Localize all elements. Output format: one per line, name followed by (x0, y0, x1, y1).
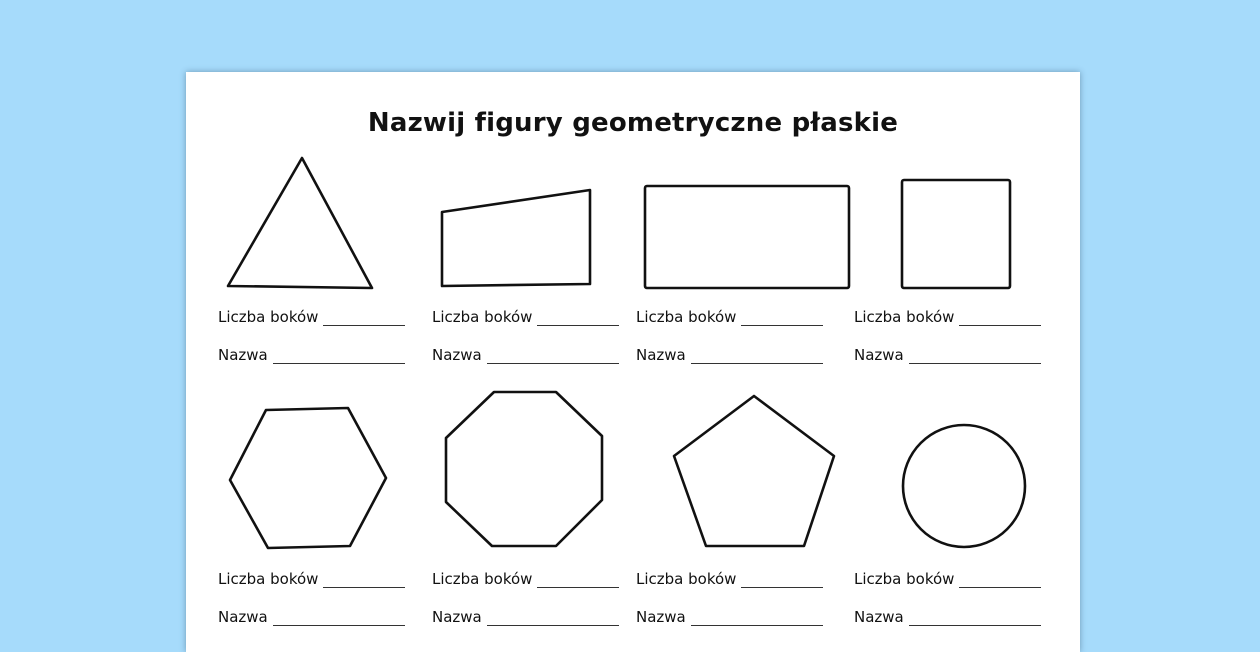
sides-field[interactable] (218, 308, 405, 326)
name-answer-line[interactable] (691, 349, 823, 364)
hexagon-icon (226, 404, 390, 550)
name-label: Nazwa (432, 608, 482, 626)
name-label: Nazwa (218, 608, 268, 626)
sides-field[interactable] (636, 570, 823, 588)
name-answer-line[interactable] (909, 349, 1041, 364)
sides-field[interactable] (218, 570, 405, 588)
worksheet-title: Nazwij figury geometryczne płaskie (367, 108, 899, 138)
sides-label: Liczba boków (854, 570, 955, 588)
name-field[interactable] (854, 608, 1041, 626)
name-field[interactable] (854, 346, 1041, 364)
name-answer-line[interactable] (273, 349, 405, 364)
sides-answer-line[interactable] (537, 311, 619, 326)
name-answer-line[interactable] (909, 611, 1041, 626)
name-label: Nazwa (854, 346, 904, 364)
sides-label: Liczba boków (218, 570, 319, 588)
sides-label: Liczba boków (636, 570, 737, 588)
sides-answer-line[interactable] (323, 311, 405, 326)
sides-answer-line[interactable] (959, 573, 1041, 588)
name-label: Nazwa (432, 346, 482, 364)
name-label: Nazwa (854, 608, 904, 626)
name-field[interactable] (636, 346, 823, 364)
sides-label: Liczba boków (854, 308, 955, 326)
name-label: Nazwa (636, 346, 686, 364)
sides-label: Liczba boków (636, 308, 737, 326)
sides-answer-line[interactable] (959, 311, 1041, 326)
name-label: Nazwa (218, 346, 268, 364)
name-field[interactable] (432, 608, 619, 626)
sides-label: Liczba boków (432, 570, 533, 588)
sides-label: Liczba boków (432, 308, 533, 326)
pentagon-icon (670, 392, 838, 552)
sides-field[interactable] (854, 308, 1041, 326)
name-field[interactable] (636, 608, 823, 626)
triangle-icon (222, 154, 382, 294)
octagon-icon (442, 388, 606, 552)
sides-label: Liczba boków (218, 308, 319, 326)
worksheet (186, 72, 1080, 652)
name-field[interactable] (218, 346, 405, 364)
sides-field[interactable] (432, 570, 619, 588)
sides-field[interactable] (432, 308, 619, 326)
sides-answer-line[interactable] (323, 573, 405, 588)
name-field[interactable] (432, 346, 619, 364)
sides-field[interactable] (854, 570, 1041, 588)
name-answer-line[interactable] (273, 611, 405, 626)
name-field[interactable] (218, 608, 405, 626)
square-icon (898, 176, 1014, 290)
name-label: Nazwa (636, 608, 686, 626)
name-answer-line[interactable] (487, 611, 619, 626)
sides-field[interactable] (636, 308, 823, 326)
trapezoid-icon (436, 184, 596, 290)
name-answer-line[interactable] (487, 349, 619, 364)
rectangle-icon (640, 182, 852, 290)
sides-answer-line[interactable] (741, 573, 823, 588)
circle-icon (898, 420, 1030, 552)
sides-answer-line[interactable] (537, 573, 619, 588)
sides-answer-line[interactable] (741, 311, 823, 326)
name-answer-line[interactable] (691, 611, 823, 626)
